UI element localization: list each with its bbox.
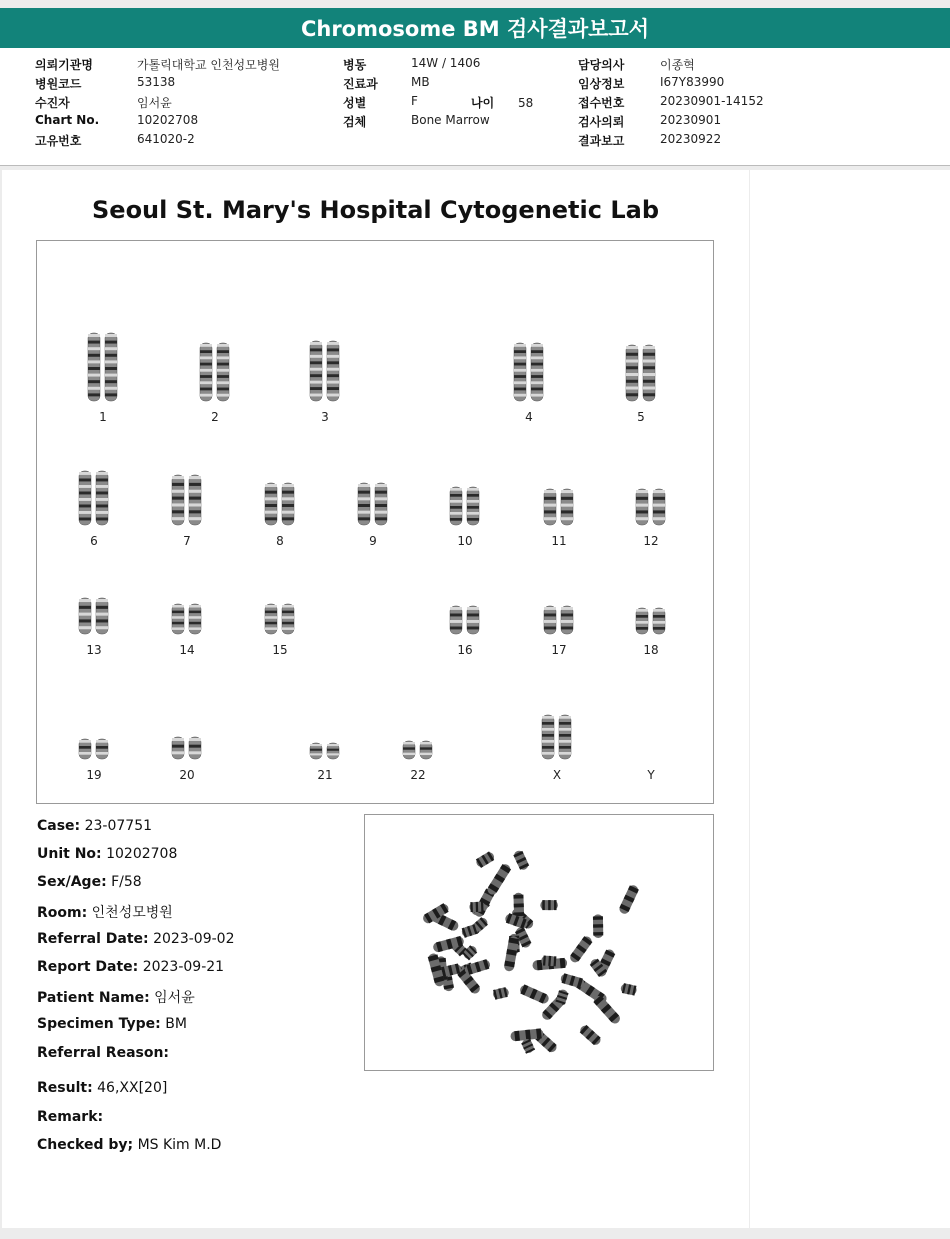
karyogram-panel (36, 240, 714, 804)
metaphase-chromosome (568, 935, 593, 965)
lab-title: Seoul St. Mary's Hospital Cytogenetic Lab (92, 196, 659, 224)
value-ward: 14W / 1406 (411, 56, 481, 70)
specimen-value: BM (165, 1016, 187, 1032)
chromosome-label-22: 22 (410, 768, 426, 782)
metaphase-chromosome (469, 902, 485, 913)
chromosome-label-1: 1 (99, 410, 107, 424)
unit-label: Unit No: (37, 846, 102, 862)
metaphase-chromosome (540, 900, 558, 910)
chromosome-pair-11 (537, 488, 581, 526)
value-unique-no: 641020-2 (137, 132, 195, 146)
header-col3-values (660, 56, 764, 151)
value-sex: F (411, 94, 418, 108)
age-field (471, 94, 533, 111)
chromosome-pair-22 (396, 740, 440, 760)
chromosome-label-x: X (552, 768, 562, 782)
report-date-field (37, 959, 224, 975)
report-title: Chromosome BM 검사결과보고서 (300, 17, 650, 41)
metaphase-chromosome (592, 994, 622, 1026)
metaphase-chromosome (618, 884, 640, 916)
value-doctor: 이종혁 (660, 58, 695, 72)
chromosome-pair-16 (443, 605, 487, 635)
chromosome-pair-6 (72, 470, 116, 526)
label-sex: 성별 (343, 96, 367, 110)
value-patient: 임서윤 (137, 96, 172, 110)
chromosome-label-8: 8 (276, 534, 284, 548)
value-hospital-code: 53138 (137, 75, 176, 89)
chromosome-label-18: 18 (643, 643, 659, 657)
value-receipt-no: 20230901-14152 (660, 94, 764, 108)
chromosome-label-10: 10 (457, 534, 473, 548)
chromosome-pair-4 (507, 342, 551, 402)
label-result-date: 결과보고 (578, 134, 625, 148)
referral-reason-label: Referral Reason: (37, 1045, 170, 1061)
metaphase-chromosome (503, 935, 519, 972)
sexage-label: Sex/Age: (37, 874, 107, 890)
chromosome-label-4: 4 (525, 410, 533, 424)
chromosome-pair-7 (165, 474, 209, 526)
chromosome-label-2: 2 (211, 410, 219, 424)
metaphase-chromosome (593, 914, 603, 938)
case-label: Case: (37, 818, 81, 834)
label-doctor: 담당의사 (578, 58, 625, 72)
specimen-label: Specimen Type: (37, 1016, 161, 1032)
remark-label: Remark: (37, 1109, 104, 1125)
chromosome-pair-20 (165, 736, 209, 760)
case-value: 23-07751 (84, 818, 153, 834)
sexage-field (37, 874, 142, 890)
label-receipt-no: 접수번호 (578, 96, 625, 110)
chromosome-label-16: 16 (457, 643, 473, 657)
referral-date-field (37, 931, 234, 947)
header-col1-values (137, 56, 280, 151)
value-institution: 가톨릭대학교 인천성모병원 (137, 58, 280, 72)
report-page (2, 170, 749, 1228)
chromosome-pair-5 (619, 344, 663, 402)
metaphase-chromosome (474, 850, 495, 868)
label-age: 나이 (471, 96, 495, 110)
label-unique-no: 고유번호 (35, 134, 82, 148)
referral-date-value: 2023-09-02 (153, 931, 235, 947)
label-ward: 병동 (343, 58, 367, 72)
unit-field (37, 846, 177, 862)
chromosome-pair-21 (303, 742, 347, 760)
specimen-field (37, 1016, 187, 1032)
metaphase-chromosome (492, 987, 510, 1000)
chromosome-label-12: 12 (643, 534, 659, 548)
chromosome-label-14: 14 (179, 643, 195, 657)
result-field (37, 1080, 167, 1096)
chromosome-pair-17 (537, 605, 581, 635)
metaphase-chromosome (464, 959, 492, 976)
metaphase-chromosome (541, 955, 557, 966)
label-clinical-info: 임상정보 (578, 77, 625, 91)
report-date-value: 2023-09-21 (142, 959, 225, 975)
remark-field (37, 1109, 103, 1125)
report-date-label: Report Date: (37, 959, 139, 975)
metaphase-spread (365, 815, 713, 1070)
result-value: 46,XX[20] (97, 1080, 168, 1096)
chromosome-pair-14 (165, 603, 209, 635)
metaphase-chromosome (462, 944, 479, 961)
metaphase-chromosome (513, 893, 524, 920)
metaphase-chromosome (486, 862, 512, 896)
patient-name-field (37, 987, 195, 1007)
chromosome-pair-13 (72, 597, 116, 635)
value-age: 58 (518, 96, 534, 110)
label-specimen: 검체 (343, 115, 367, 129)
chromosome-pair-19 (72, 738, 116, 760)
metaphase-chromosome (620, 983, 638, 996)
chromosome-label-11: 11 (551, 534, 567, 548)
chromosome-label-7: 7 (183, 534, 191, 548)
room-value: 인천성모병원 (91, 905, 173, 921)
chromosome-pair-1 (81, 332, 125, 402)
label-request-date: 검사의뢰 (578, 115, 625, 129)
value-department: MB (411, 75, 430, 89)
value-specimen: Bone Marrow (411, 113, 490, 127)
chromosome-label-19: 19 (86, 768, 102, 782)
chromosome-label-21: 21 (317, 768, 333, 782)
metaphase-chromosome (512, 849, 529, 871)
checked-by-label: Checked by; (37, 1137, 134, 1153)
referral-reason-field (37, 1045, 169, 1061)
chromosome-pair-18 (629, 607, 673, 635)
right-blank-panel (750, 170, 950, 1228)
unit-value: 10202708 (106, 846, 178, 862)
chromosome-label-6: 6 (90, 534, 98, 548)
metaphase-chromosome (578, 1024, 602, 1047)
metaphase-chromosome (519, 984, 551, 1005)
report-title-bar (0, 8, 950, 48)
metaphase-image (364, 814, 714, 1071)
label-department: 진료과 (343, 77, 378, 91)
case-field (37, 818, 152, 834)
label-hospital-code: 병원코드 (35, 77, 82, 91)
header-col3 (578, 56, 624, 151)
patient-name-label: Patient Name: (37, 990, 150, 1006)
value-request-date: 20230901 (660, 113, 722, 127)
referral-date-label: Referral Date: (37, 931, 149, 947)
chromosome-label-17: 17 (551, 643, 567, 657)
chromosome-label-3: 3 (321, 410, 329, 424)
label-institution: 의뢰기관명 (35, 58, 93, 72)
header-col1 (35, 56, 99, 151)
patient-name-value: 임서윤 (154, 990, 195, 1006)
chromosome-label-9: 9 (369, 534, 377, 548)
value-chart-no: 10202708 (137, 113, 199, 127)
checked-by-value: MS Kim M.D (137, 1137, 222, 1153)
checked-by-field (37, 1137, 221, 1153)
value-result-date: 20230922 (660, 132, 722, 146)
chromosome-pair-9 (351, 482, 395, 526)
patient-header (0, 48, 950, 166)
value-clinical-info: I67Y83990 (660, 75, 725, 89)
sexage-value: F/58 (111, 874, 142, 890)
chromosome-pair-x (535, 714, 579, 760)
chromosome-pair-15 (258, 603, 302, 635)
chromosome-pair-8 (258, 482, 302, 526)
label-chart-no: Chart No. (35, 113, 100, 127)
room-field (37, 902, 173, 922)
chromosome-label-5: 5 (637, 410, 645, 424)
chromosome-label-y: Y (647, 768, 655, 782)
chromosome-pair-2 (193, 342, 237, 402)
chromosome-label-20: 20 (179, 768, 195, 782)
result-label: Result: (37, 1080, 93, 1096)
chromosome-pair-10 (443, 486, 487, 526)
chromosome-pair-3 (303, 340, 347, 402)
label-patient: 수진자 (35, 96, 70, 110)
chromosome-pair-12 (629, 488, 673, 526)
room-label: Room: (37, 905, 88, 921)
header-col2 (343, 56, 378, 132)
metaphase-chromosome (560, 973, 586, 989)
chromosome-label-15: 15 (272, 643, 288, 657)
chromosome-label-13: 13 (86, 643, 102, 657)
